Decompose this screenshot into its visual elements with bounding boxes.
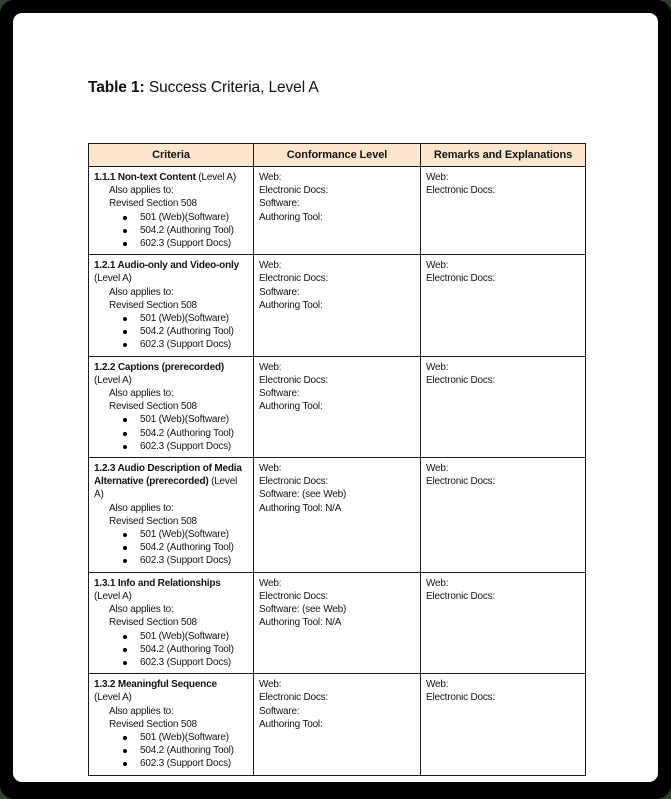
criterion-level: (Level A): [94, 273, 132, 285]
conformance-line: Web:: [259, 172, 282, 183]
bullet-item: [94, 656, 248, 669]
bullet-icon: [123, 229, 127, 233]
criteria-cell: [89, 458, 254, 573]
conformance-line: Electronic Docs:: [259, 185, 329, 197]
bullet-text: 504.2 (Authoring Tool): [140, 745, 234, 757]
conformance-line: Electronic Docs:: [259, 590, 329, 602]
conformance-cell: [254, 255, 421, 356]
also-applies-label: Also applies to:: [109, 604, 174, 616]
conformance-line: Software:: [259, 198, 300, 210]
bullet-text: 501 (Web)(Software): [140, 731, 229, 743]
column-header-conformance-level: Conformance Level: [254, 144, 421, 167]
bullet-text: 501 (Web)(Software): [140, 313, 229, 325]
table-row-1-2-1: [89, 255, 586, 356]
remarks-line: Electronic Docs:: [426, 374, 496, 386]
conformance-cell: [254, 356, 421, 457]
bullet-item: [94, 757, 248, 770]
table-header-row: [89, 144, 586, 167]
bullet-icon: [123, 661, 127, 665]
conformance-lines: [259, 577, 415, 630]
column-header-criteria: Criteria: [89, 144, 254, 167]
bullet-icon: [123, 736, 127, 740]
table-row-1-3-2: [89, 674, 586, 775]
conformance-line: Authoring Tool:: [259, 299, 323, 311]
success-criteria-table: [88, 143, 586, 776]
conformance-line: Software:: [259, 286, 300, 298]
conformance-line: Software: (see Web): [259, 604, 347, 616]
conformance-line: Electronic Docs:: [259, 374, 329, 386]
conformance-line: Authoring Tool: N/A: [259, 502, 342, 514]
remarks-line: Web:: [426, 463, 449, 475]
revised-section-label: Revised Section 508: [109, 718, 197, 730]
bullet-text: 501 (Web)(Software): [140, 211, 229, 223]
remarks-lines: [426, 259, 580, 285]
revised-section-label: Revised Section 508: [109, 401, 197, 413]
bullet-icon: [123, 317, 127, 321]
conformance-lines: [259, 171, 415, 224]
bullet-text: 504.2 (Authoring Tool): [140, 427, 234, 439]
conformance-line: Web:: [259, 679, 282, 691]
bullet-text: 504.2 (Authoring Tool): [140, 326, 234, 338]
bullet-text: 504.2 (Authoring Tool): [140, 542, 234, 554]
remarks-lines: [426, 171, 580, 197]
conformance-line: Software: (see Web): [259, 489, 347, 501]
conformance-line: Software:: [259, 388, 300, 400]
criterion-level: (Level A): [94, 374, 132, 386]
remarks-line: Electronic Docs:: [426, 185, 496, 197]
bullet-item: [94, 554, 248, 567]
bullet-icon: [123, 216, 127, 220]
criterion-name: 1.2.3 Audio Description of Media Alternative (prerecorded): [94, 463, 242, 488]
bullet-item: [94, 744, 248, 757]
section-bullet-list: [94, 731, 248, 771]
bullet-text: 602.3 (Support Docs): [140, 339, 232, 351]
remarks-cell: [421, 674, 586, 775]
bullet-item: [94, 237, 248, 250]
remarks-line: Electronic Docs:: [426, 590, 496, 602]
page-title: [88, 78, 658, 97]
criterion-name: 1.3.2 Meaningful Sequence: [94, 679, 217, 691]
bullet-icon: [123, 762, 127, 766]
bullet-text: 602.3 (Support Docs): [140, 758, 232, 770]
revised-section-label: Revised Section 508: [109, 198, 197, 210]
table-body: [89, 167, 586, 776]
remarks-lines: [426, 361, 580, 387]
conformance-cell: [254, 674, 421, 775]
conformance-lines: [259, 361, 415, 414]
conformance-line: Electronic Docs:: [259, 476, 329, 488]
bullet-item: [94, 211, 248, 224]
bullet-icon: [123, 533, 127, 537]
conformance-line: Software:: [259, 705, 300, 717]
bullet-text: 602.3 (Support Docs): [140, 555, 232, 567]
table-row-1-2-3: [89, 458, 586, 573]
conformance-line: Authoring Tool:: [259, 718, 323, 730]
revised-section-label: Revised Section 508: [109, 515, 197, 527]
section-bullet-list: [94, 211, 248, 251]
conformance-line: Authoring Tool:: [259, 211, 323, 223]
criteria-cell: [89, 572, 254, 673]
revised-section-label: Revised Section 508: [109, 299, 197, 311]
bullet-icon: [123, 559, 127, 563]
remarks-line: Electronic Docs:: [426, 476, 496, 488]
bullet-icon: [123, 648, 127, 652]
criteria-cell: [89, 255, 254, 356]
conformance-lines: [259, 462, 415, 515]
remarks-cell: [421, 255, 586, 356]
bullet-text: 504.2 (Authoring Tool): [140, 224, 234, 236]
table-row-1-2-2: [89, 356, 586, 457]
criteria-cell: [89, 674, 254, 775]
criterion-title: [94, 577, 248, 603]
conformance-line: Web:: [259, 361, 282, 373]
remarks-line: Electronic Docs:: [426, 273, 496, 285]
bullet-icon: [123, 635, 127, 639]
criterion-title: [94, 678, 248, 704]
bullet-item: [94, 338, 248, 351]
bullet-text: 501 (Web)(Software): [140, 414, 229, 426]
bullet-icon: [123, 330, 127, 334]
table-row-1-1-1: [89, 167, 586, 255]
bullet-item: [94, 427, 248, 440]
criterion-name: 1.2.2 Captions (prerecorded): [94, 361, 224, 373]
conformance-cell: [254, 167, 421, 255]
bullet-text: 602.3 (Support Docs): [140, 440, 232, 452]
criterion-level: (Level A): [94, 692, 132, 704]
remarks-line: Web:: [426, 679, 449, 691]
bullet-item: [94, 528, 248, 541]
bullet-item: [94, 224, 248, 237]
section-bullet-list: [94, 528, 248, 568]
also-applies-label: Also applies to:: [109, 502, 174, 514]
section-bullet-list: [94, 630, 248, 670]
bullet-item: [94, 541, 248, 554]
conformance-cell: [254, 572, 421, 673]
bullet-item: [94, 630, 248, 643]
remarks-line: Web:: [426, 260, 449, 272]
document-page: [13, 13, 658, 782]
remarks-lines: [426, 462, 580, 488]
section-bullet-list: [94, 312, 248, 352]
bullet-icon: [123, 343, 127, 347]
remarks-lines: [426, 678, 580, 704]
remarks-lines: [426, 577, 580, 603]
bullet-item: [94, 643, 248, 656]
table-row-1-3-1: [89, 572, 586, 673]
page-title-text: Success Criteria, Level A: [144, 79, 319, 96]
criteria-cell: [89, 167, 254, 255]
criterion-level: (Level A): [94, 590, 132, 602]
also-applies-label: Also applies to:: [109, 705, 174, 717]
conformance-line: Web:: [259, 463, 282, 475]
criterion-name: 1.1.1 Non-text Content: [94, 172, 196, 183]
also-applies-label: Also applies to:: [109, 185, 174, 197]
bullet-text: 504.2 (Authoring Tool): [140, 643, 234, 655]
conformance-lines: [259, 259, 415, 312]
criteria-cell: [89, 356, 254, 457]
criterion-title: [94, 361, 248, 387]
criterion-level: (Level A): [195, 172, 236, 183]
remarks-line: Web:: [426, 361, 449, 373]
bullet-item: [94, 731, 248, 744]
remarks-line: Electronic Docs:: [426, 692, 496, 704]
remarks-line: Web:: [426, 577, 449, 589]
criterion-level: (Level A): [94, 476, 238, 501]
bullet-icon: [123, 432, 127, 436]
remarks-cell: [421, 167, 586, 255]
conformance-line: Authoring Tool: N/A: [259, 617, 342, 629]
bullet-text: 501 (Web)(Software): [140, 630, 229, 642]
bullet-item: [94, 312, 248, 325]
bullet-item: [94, 325, 248, 338]
revised-section-label: Revised Section 508: [109, 617, 197, 629]
bullet-icon: [123, 418, 127, 422]
section-bullet-list: [94, 413, 248, 453]
bullet-item: [94, 413, 248, 426]
remarks-cell: [421, 356, 586, 457]
bullet-text: 602.3 (Support Docs): [140, 238, 232, 250]
conformance-lines: [259, 678, 415, 731]
bullet-icon: [123, 242, 127, 246]
bullet-text: 501 (Web)(Software): [140, 529, 229, 541]
bullet-icon: [123, 749, 127, 753]
criterion-name: 1.2.1 Audio-only and Video-only: [94, 260, 239, 272]
bullet-text: 602.3 (Support Docs): [140, 656, 232, 668]
also-applies-label: Also applies to:: [109, 388, 174, 400]
conformance-line: Web:: [259, 260, 282, 272]
criterion-title: [94, 171, 248, 184]
bullet-icon: [123, 445, 127, 449]
bullet-item: [94, 440, 248, 453]
also-applies-label: Also applies to:: [109, 286, 174, 298]
page-title-label: Table 1:: [88, 79, 145, 96]
conformance-line: Electronic Docs:: [259, 692, 329, 704]
remarks-cell: [421, 572, 586, 673]
conformance-line: Authoring Tool:: [259, 401, 323, 413]
conformance-cell: [254, 458, 421, 573]
criterion-name: 1.3.1 Info and Relationships: [94, 577, 221, 589]
remarks-line: Web:: [426, 172, 449, 183]
criterion-title: [94, 259, 248, 285]
column-header-remarks: Remarks and Explanations: [421, 144, 586, 167]
conformance-line: Web:: [259, 577, 282, 589]
remarks-cell: [421, 458, 586, 573]
conformance-line: Electronic Docs:: [259, 273, 329, 285]
criterion-title: [94, 462, 248, 502]
bullet-icon: [123, 546, 127, 550]
